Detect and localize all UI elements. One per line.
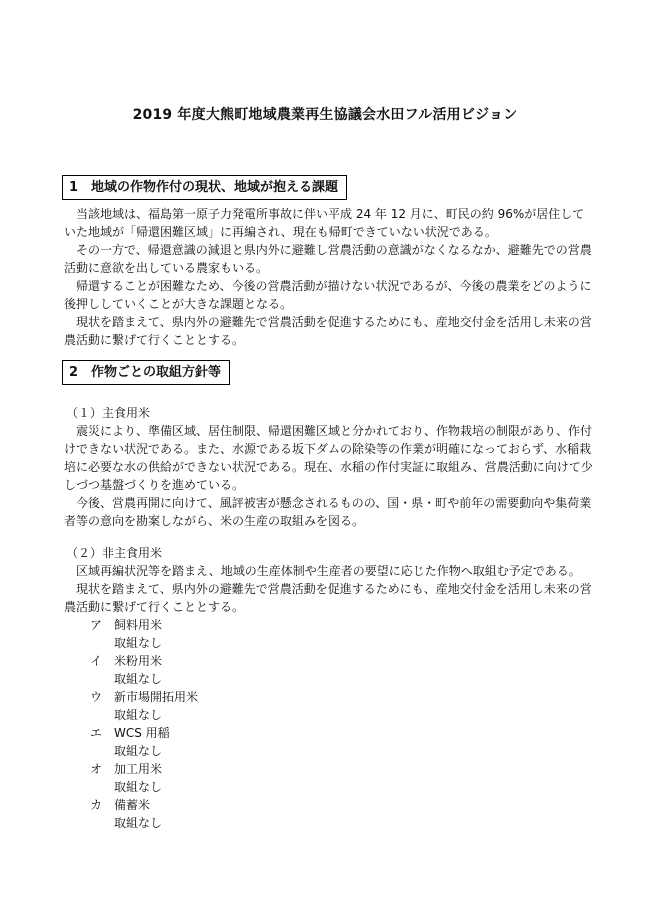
subsection-2-body xyxy=(64,562,594,616)
subsection-heading-staple-rice: （１）主食用米 xyxy=(66,406,151,420)
item-name: WCS 用稲 xyxy=(114,726,170,740)
item-marker: イ xyxy=(90,654,103,668)
item-marker: カ xyxy=(90,798,103,812)
item-marker: オ xyxy=(90,762,103,776)
item-name: 米粉用米 xyxy=(114,654,163,668)
item-marker: ウ xyxy=(90,690,103,704)
list-item xyxy=(90,616,198,634)
paragraph: 帰還することが困難なため、今後の営農活動が描けない状況であるが、今後の農業をどのように後押ししていくことが大きな課題となる。 xyxy=(64,279,592,311)
paragraph: 今後、営農再開に向けて、風評被害が懸念されるものの、国・県・町や前年の需要動向や集荷業者等の意向を勘案しながら、米の生産の取組みを図る。 xyxy=(64,496,592,528)
paragraph: 現状を踏まえて、県内外の避難先で営農活動を促進するためにも、産地交付金を活用し未来の営農活動に繋げて行くこととする。 xyxy=(64,315,592,347)
subsection-1-body xyxy=(64,422,594,530)
document-title: 2019 年度大熊町地域農業再生協議会水田フル活用ビジョン xyxy=(132,107,518,123)
paragraph: 震災により、準備区域、居住制限、帰還困難区域と分かれており、作物栽培の制限があり、作付けできない状況である。また、水源である坂下ダムの除染等の作業が明確になっておらず、水稲栽培に必要な水の供給ができない状況である。現在、水稲の作付実証に取組み、営農活動に向けて少しづつ基盤づくりを進めている。 xyxy=(64,424,593,492)
item-status: 取組なし xyxy=(114,708,163,722)
item-name: 新市場開拓用米 xyxy=(114,690,199,704)
item-marker: ア xyxy=(90,618,103,632)
section-1-body xyxy=(64,205,594,349)
rice-type-list xyxy=(90,616,198,832)
item-marker: エ xyxy=(90,726,103,740)
item-name: 備蓄米 xyxy=(114,798,151,812)
section-heading-2: 2 作物ごとの取組方針等 xyxy=(62,360,230,385)
item-status: 取組なし xyxy=(114,672,163,686)
list-item xyxy=(90,652,198,670)
section-heading-1: 1 地域の作物作付の現状、地域が抱える課題 xyxy=(62,175,347,200)
list-item xyxy=(90,688,198,706)
item-status: 取組なし xyxy=(114,816,163,830)
list-item xyxy=(90,796,198,814)
item-status: 取組なし xyxy=(114,780,163,794)
paragraph: 区域再編状況等を踏まえ、地域の生産体制や生産者の要望に応じた作物へ取組む予定である。 xyxy=(76,564,581,578)
paragraph: 当該地域は、福島第一原子力発電所事故に伴い平成 24 年 12 月に、町民の約 96%が居住していた地域が「帰還困難区域」に再編され、現在も帰町できていない状況である。 xyxy=(64,207,585,239)
item-status: 取組なし xyxy=(114,744,163,758)
item-name: 加工用米 xyxy=(114,762,163,776)
paragraph: その一方で、帰還意識の減退と県内外に避難し営農活動の意識がなくなるなか、避難先での営農活動に意欲を出している農家もいる。 xyxy=(64,243,592,275)
list-item xyxy=(90,724,198,742)
subsection-heading-non-staple-rice: （２）非主食用米 xyxy=(66,546,163,560)
item-status: 取組なし xyxy=(114,636,163,650)
item-name: 飼料用米 xyxy=(114,618,163,632)
paragraph: 現状を踏まえて、県内外の避難先で営農活動を促進するためにも、産地交付金を活用し未来の営農活動に繋げて行くこととする。 xyxy=(64,582,592,614)
list-item xyxy=(90,760,198,778)
